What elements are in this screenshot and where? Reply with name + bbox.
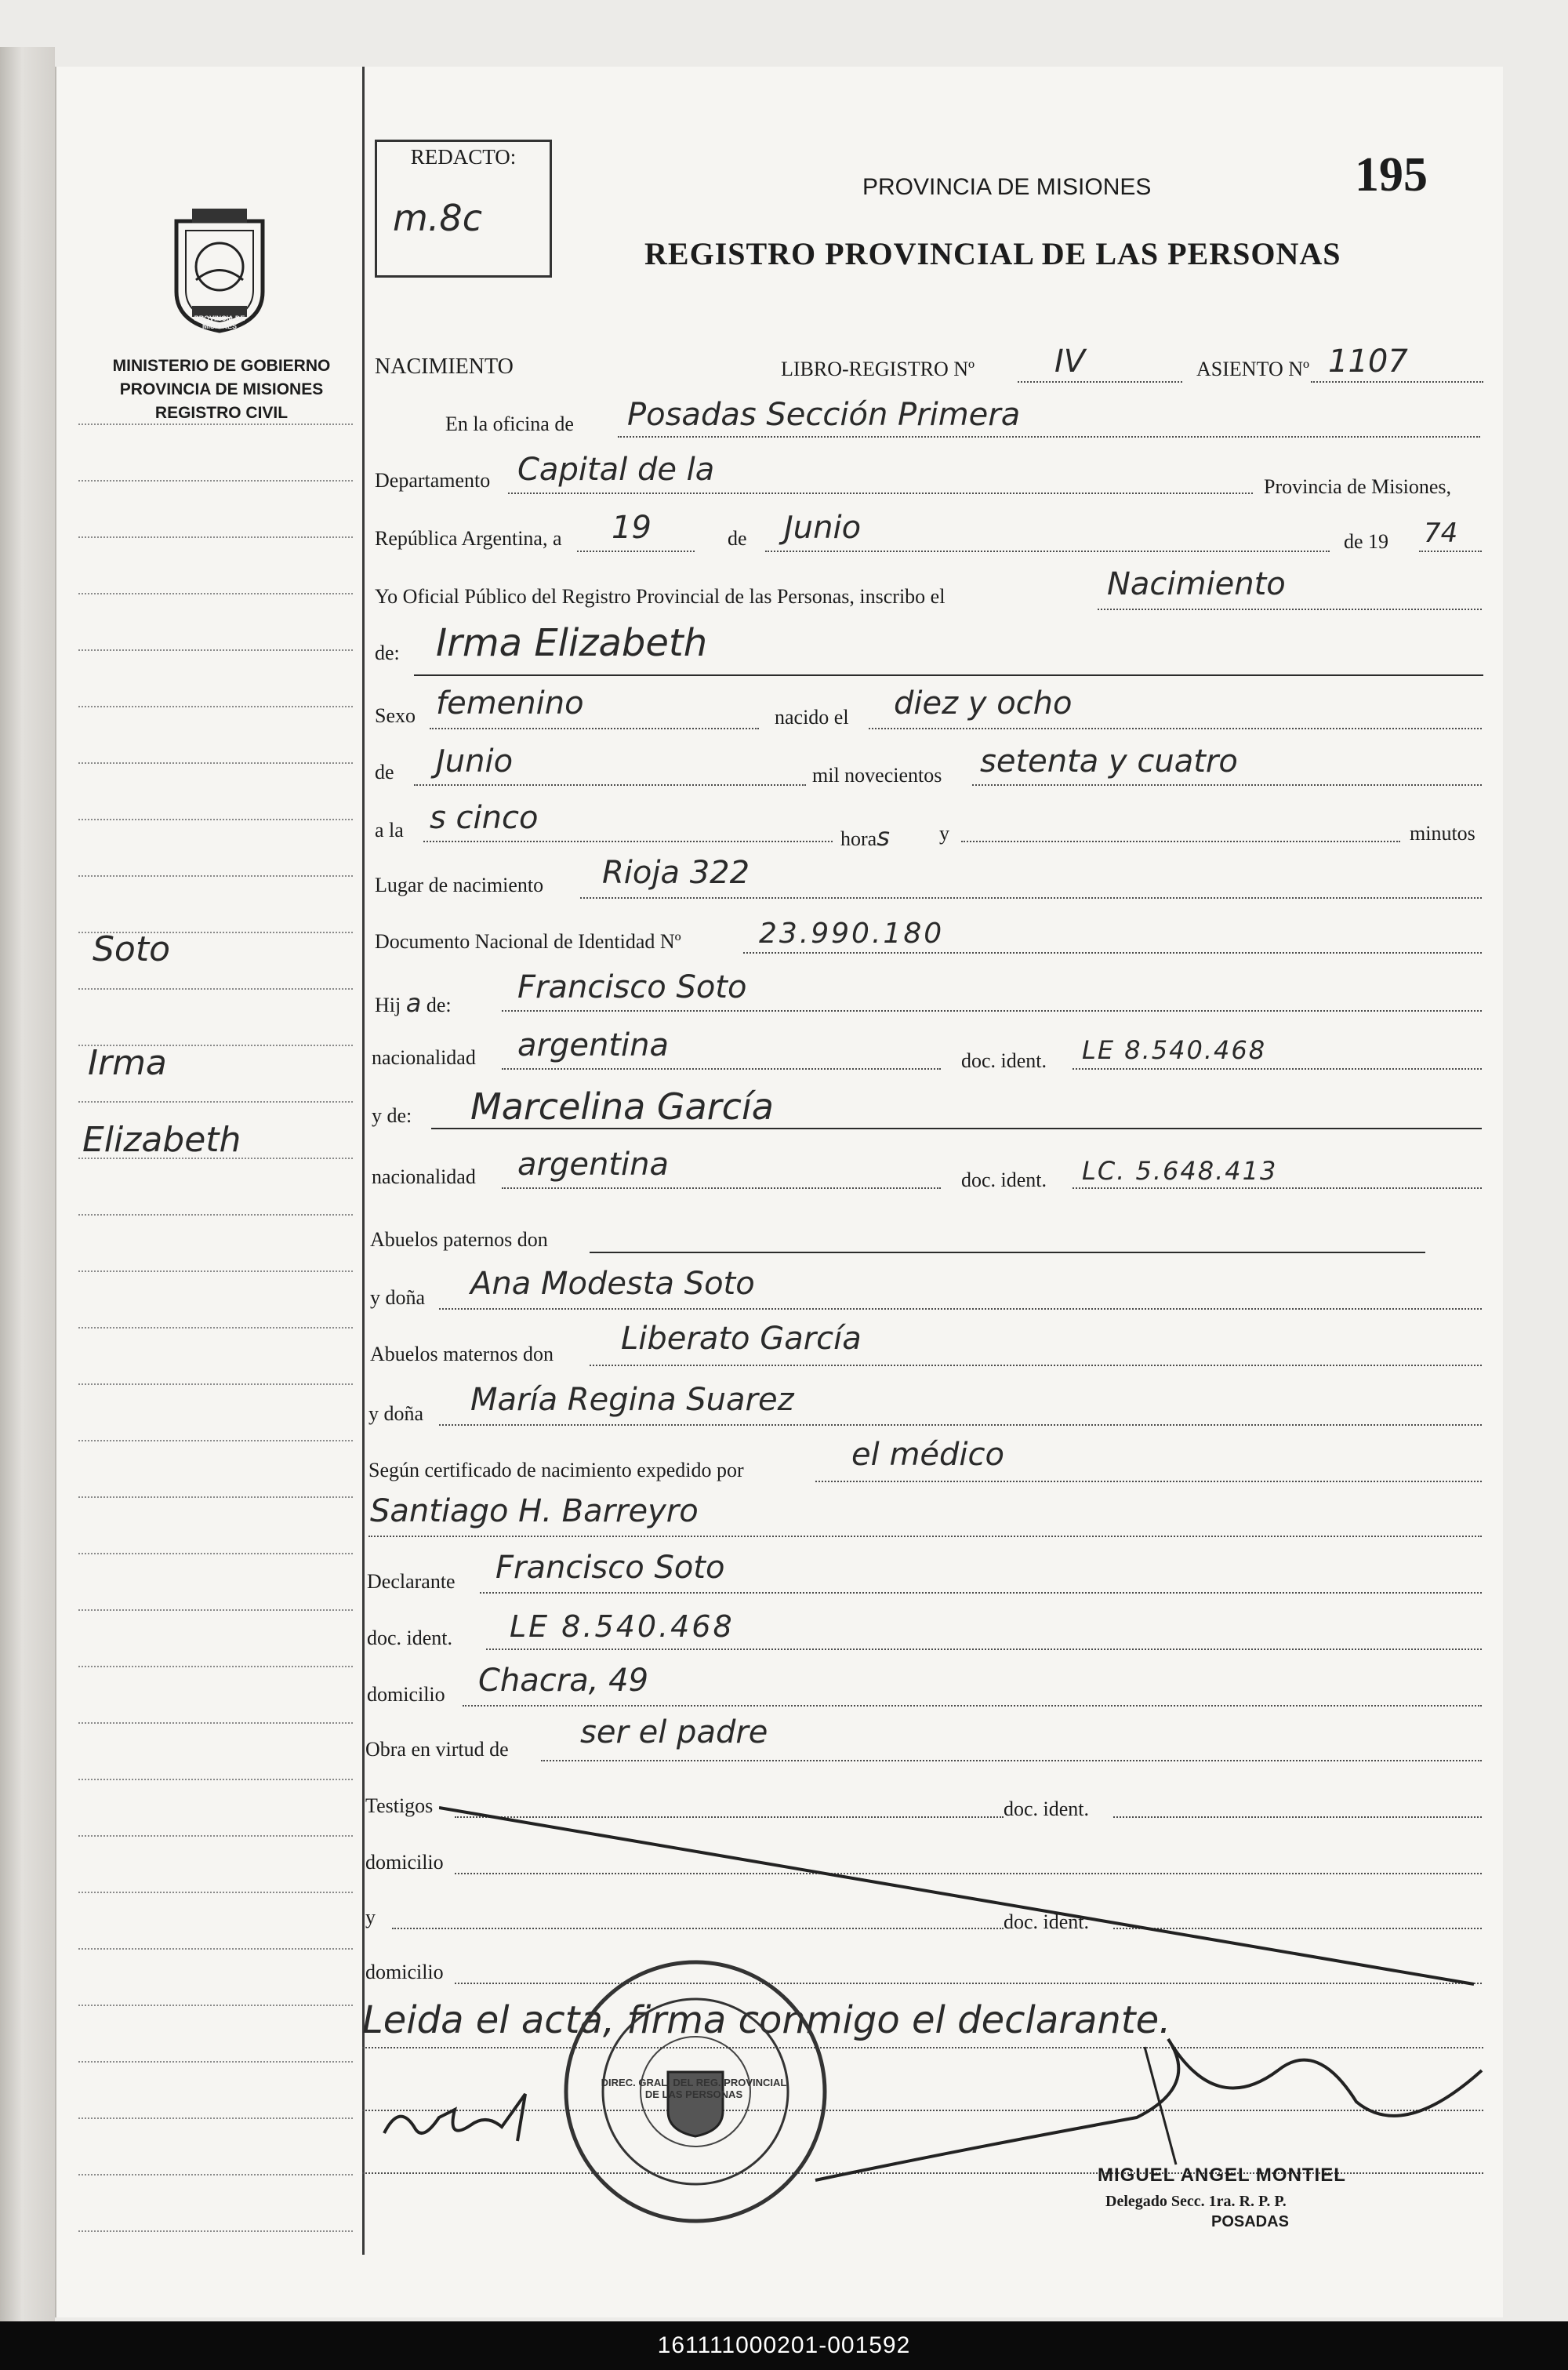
de-label: de — [728, 527, 747, 550]
test-dom2-label: domicilio — [365, 1961, 444, 1983]
margin-surname: Soto — [93, 929, 171, 969]
binding-edge — [0, 47, 55, 2321]
father-name-value: Francisco Soto — [517, 969, 747, 1005]
margin-rule — [78, 536, 353, 538]
margin-rule — [78, 1101, 353, 1103]
ydona2-value: María Regina Suarez — [470, 1382, 794, 1418]
nac1-value: argentina — [517, 1027, 669, 1063]
ala-label: a la — [375, 819, 404, 841]
y-label: y — [939, 822, 949, 845]
lugar-value: Rioja 322 — [602, 855, 750, 891]
domicilio-value: Chacra, 49 — [478, 1663, 649, 1699]
margin-rule — [78, 1440, 353, 1441]
doc1-value: LE 8.540.468 — [1082, 1035, 1267, 1065]
margin-rule — [78, 2005, 353, 2006]
doc1-label: doc. ident. — [961, 1049, 1047, 1072]
official-city: POSADAS — [1211, 2213, 1289, 2230]
footer-id-strip — [0, 2321, 1568, 2370]
margin-first-name: Irma — [88, 1043, 167, 1083]
libro-value: IV — [1054, 344, 1086, 380]
stamp-text: DIREC. GRAL. DEL REG. PROVINCIAL DE LAS PERSONAS — [601, 2077, 787, 2100]
year-value: 74 — [1424, 518, 1458, 549]
sexo-value: femenino — [436, 685, 584, 722]
hij-label: Hij a de: — [375, 988, 452, 1018]
margin-rule — [78, 1779, 353, 1780]
margin-rule — [78, 1553, 353, 1554]
margin-rule — [78, 1609, 353, 1611]
margin-rule — [78, 762, 353, 764]
declarante-value: Francisco Soto — [495, 1550, 725, 1586]
oficial-label: Yo Oficial Público del Registro Provincial de las Personas, inscribo el — [375, 585, 946, 608]
cert-label: Según certificado de nacimiento expedido por — [368, 1459, 744, 1481]
margin-rule — [78, 819, 353, 820]
dni-label: Documento Nacional de Identidad Nº — [375, 930, 681, 953]
document-id: 161111000201-001592 — [657, 2332, 911, 2358]
minutos-label: minutos — [1410, 822, 1475, 845]
test-doc-label: doc. ident. — [1004, 1797, 1090, 1820]
nac2-value: argentina — [517, 1147, 669, 1183]
lugar-label: Lugar de nacimiento — [375, 874, 544, 896]
declarant-signature-icon — [368, 2086, 549, 2157]
oficina-label: En la oficina de — [445, 413, 574, 435]
margin-rule — [78, 1835, 353, 1837]
act-registered-value: Nacimiento — [1107, 566, 1286, 602]
departamento-label: Departamento — [375, 469, 491, 492]
abmat-label: Abuelos maternos don — [370, 1343, 554, 1365]
ydona1-value: Ana Modesta Soto — [470, 1266, 755, 1302]
hij-suffix: a — [405, 988, 422, 1018]
de2-label: de — [375, 761, 394, 783]
margin-rule — [78, 2117, 353, 2119]
libro-label: LIBRO-REGISTRO Nº — [781, 358, 975, 380]
redacto-label: REDACTO: — [410, 145, 517, 169]
nacido-label: nacido el — [775, 706, 849, 729]
docdecl-value: LE 8.540.468 — [510, 1609, 735, 1644]
nacido-value: diez y ocho — [894, 685, 1073, 722]
ydona2-label: y doña — [368, 1402, 424, 1425]
margin-rule — [78, 2230, 353, 2232]
birth-month-value: Junio — [436, 743, 514, 780]
margin-rule — [78, 649, 353, 651]
declarante-label: Declarante — [367, 1570, 456, 1593]
birth-year-value: setenta y cuatro — [980, 743, 1238, 780]
margin-rule — [78, 1383, 353, 1385]
act-type-label: NACIMIENTO — [375, 354, 514, 379]
milnov-label: mil novecientos — [812, 764, 942, 787]
margin-rule — [78, 1270, 353, 1272]
sexo-label: Sexo — [375, 704, 416, 727]
nac2-label: nacionalidad — [372, 1165, 476, 1188]
ministry-heading — [94, 354, 349, 425]
test-y-label: y — [365, 1906, 376, 1928]
ministry-line-1: MINISTERIO DE GOBIERNO — [112, 357, 331, 375]
mother-name-value: Marcelina García — [470, 1085, 774, 1128]
ministry-line-2: PROVINCIA DE MISIONES — [119, 380, 324, 398]
year-label: de 19 — [1344, 530, 1389, 553]
margin-middle-name: Elizabeth — [82, 1120, 241, 1160]
test-doc2-label: doc. ident. — [1004, 1910, 1090, 1933]
margin-rule — [78, 593, 353, 594]
test-dom-label: domicilio — [365, 1851, 444, 1874]
margin-rule — [78, 706, 353, 707]
redacto-box — [375, 140, 552, 278]
margin-rule — [78, 1496, 353, 1498]
abmat-value: Liberato García — [621, 1321, 862, 1357]
nac1-label: nacionalidad — [372, 1046, 476, 1069]
margin-rule — [78, 1214, 353, 1216]
margin-rule — [78, 1666, 353, 1667]
month-value: Junio — [784, 510, 862, 546]
registered-name-value: Irma Elizabeth — [436, 621, 708, 665]
republica-label: República Argentina, a — [375, 527, 562, 550]
cert-value: el médico — [851, 1437, 1004, 1473]
oficina-value: Posadas Sección Primera — [627, 397, 1021, 433]
domicilio-label: domicilio — [367, 1683, 445, 1706]
testigos-label: Testigos — [365, 1794, 434, 1817]
cert-doctor-value: Santiago H. Barreyro — [370, 1493, 699, 1529]
margin-rule — [78, 1722, 353, 1724]
yde-label: y de: — [372, 1104, 412, 1127]
closing-statement: Leida el acta, firma conmigo el declarante. — [362, 1998, 1171, 2042]
seal-caption: PROVINCIA DE MISIONES — [194, 314, 245, 330]
margin-rule — [78, 480, 353, 482]
redacto-value: m.8c — [393, 197, 482, 239]
margin-rule — [78, 988, 353, 990]
province-title: PROVINCIA DE MISIONES — [862, 174, 1152, 200]
doc2-value: LC. 5.648.413 — [1082, 1156, 1278, 1186]
margin-rule — [78, 1948, 353, 1950]
provincia-label: Provincia de Misiones, — [1264, 475, 1452, 498]
day-value: 19 — [612, 510, 652, 546]
margin-rule — [78, 1327, 353, 1329]
margin-rule — [78, 2061, 353, 2063]
registry-title: REGISTRO PROVINCIAL DE LAS PERSONAS — [644, 236, 1341, 271]
docdecl-label: doc. ident. — [367, 1627, 453, 1649]
folio-number: 195 — [1355, 148, 1428, 202]
abpat-label: Abuelos paternos don — [370, 1228, 548, 1251]
horas-suffix: s — [877, 822, 890, 852]
asiento-value: 1107 — [1328, 344, 1408, 380]
horas-label: horas — [840, 822, 890, 852]
margin-divider — [362, 67, 365, 2255]
obra-value: ser el padre — [580, 1714, 768, 1750]
doc2-label: doc. ident. — [961, 1169, 1047, 1191]
margin-rule — [78, 1892, 353, 1893]
hour-value: s cinco — [430, 800, 539, 836]
ydona1-label: y doña — [370, 1286, 426, 1309]
ministry-line-3: REGISTRO CIVIL — [154, 404, 289, 422]
asiento-label: ASIENTO Nº — [1196, 358, 1310, 380]
obra-label: Obra en virtud de — [365, 1738, 509, 1761]
official-name: MIGUEL ANGEL MONTIEL — [1098, 2165, 1346, 2186]
margin-rule — [78, 2174, 353, 2176]
margin-rule — [78, 875, 353, 877]
dni-value: 23.990.180 — [759, 918, 945, 950]
departamento-value: Capital de la — [517, 452, 715, 488]
official-role: Delegado Secc. 1ra. R. P. P. — [1105, 2193, 1287, 2210]
name-de-label: de: — [375, 642, 400, 664]
